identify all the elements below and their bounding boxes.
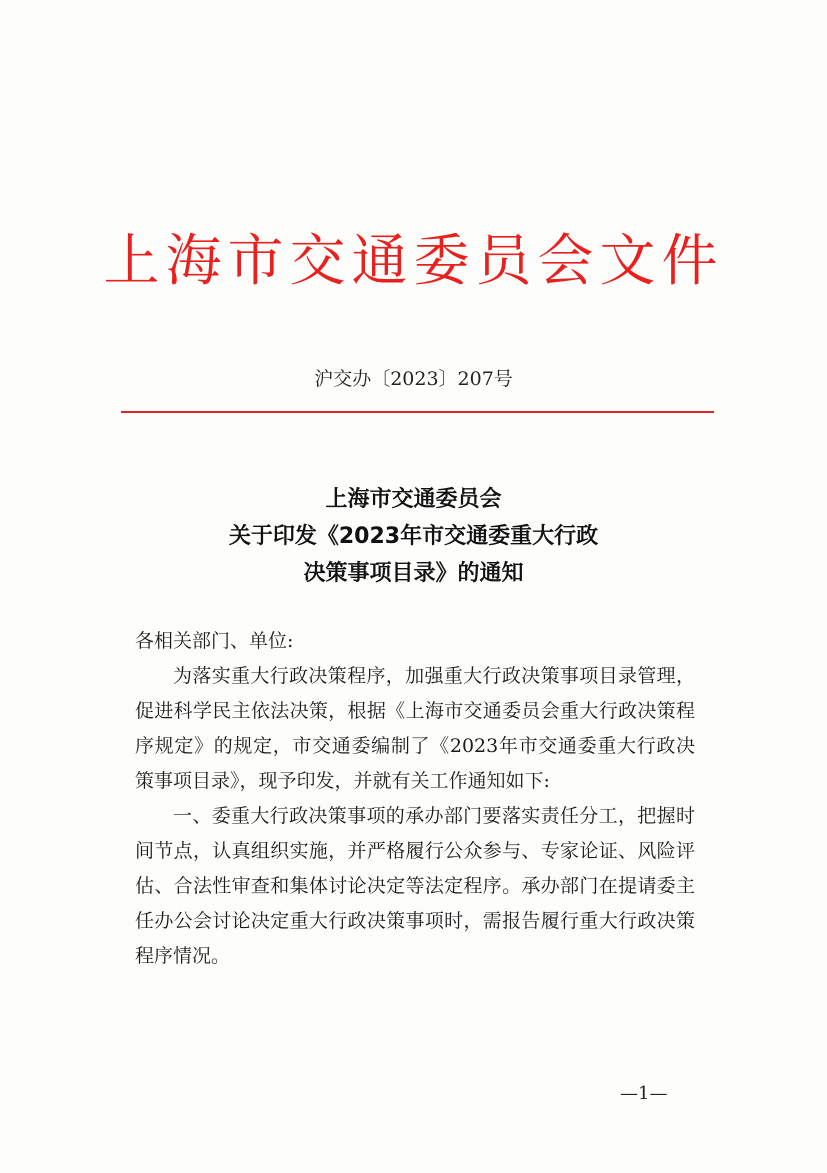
salutation: 各相关部门、单位: xyxy=(135,630,294,652)
document-header-title: 上海市交通委员会文件 xyxy=(103,229,724,294)
body-paragraph: 一、委重大行政决策事项的承办部门要落实责任分工，把握时间节点，认真组织实施，并严格履行公众参与、专家论证、风险评估、合法性审查和集体讨论决定等法定程序。承办部门在提请委主任办公会讨论决定重大行政决策事项时，需报告履行重大行政决策程序情况。 xyxy=(135,805,695,967)
body-paragraph: 为落实重大行政决策程序，加强重大行政决策事项目录管理，促进科学民主依法决策，根据《上海市交通委员会重大行政决策程序规定》的规定，市交通委编制了《2023年市交通委重大行政决策事项目录》，现予印发，并就有关工作通知如下: xyxy=(135,665,695,792)
notice-title-line-3: 决策事项目录》的通知 xyxy=(303,561,524,586)
red-divider-line xyxy=(121,411,714,413)
notice-title-line-1: 上海市交通委员会 xyxy=(325,487,502,512)
page-number: —1— xyxy=(620,1083,668,1104)
notice-body xyxy=(135,624,695,974)
notice-title-line-2: 关于印发《2023年市交通委重大行政 xyxy=(228,524,599,549)
document-number: 沪交办〔2023〕207号 xyxy=(314,368,513,390)
notice-title xyxy=(0,481,827,592)
